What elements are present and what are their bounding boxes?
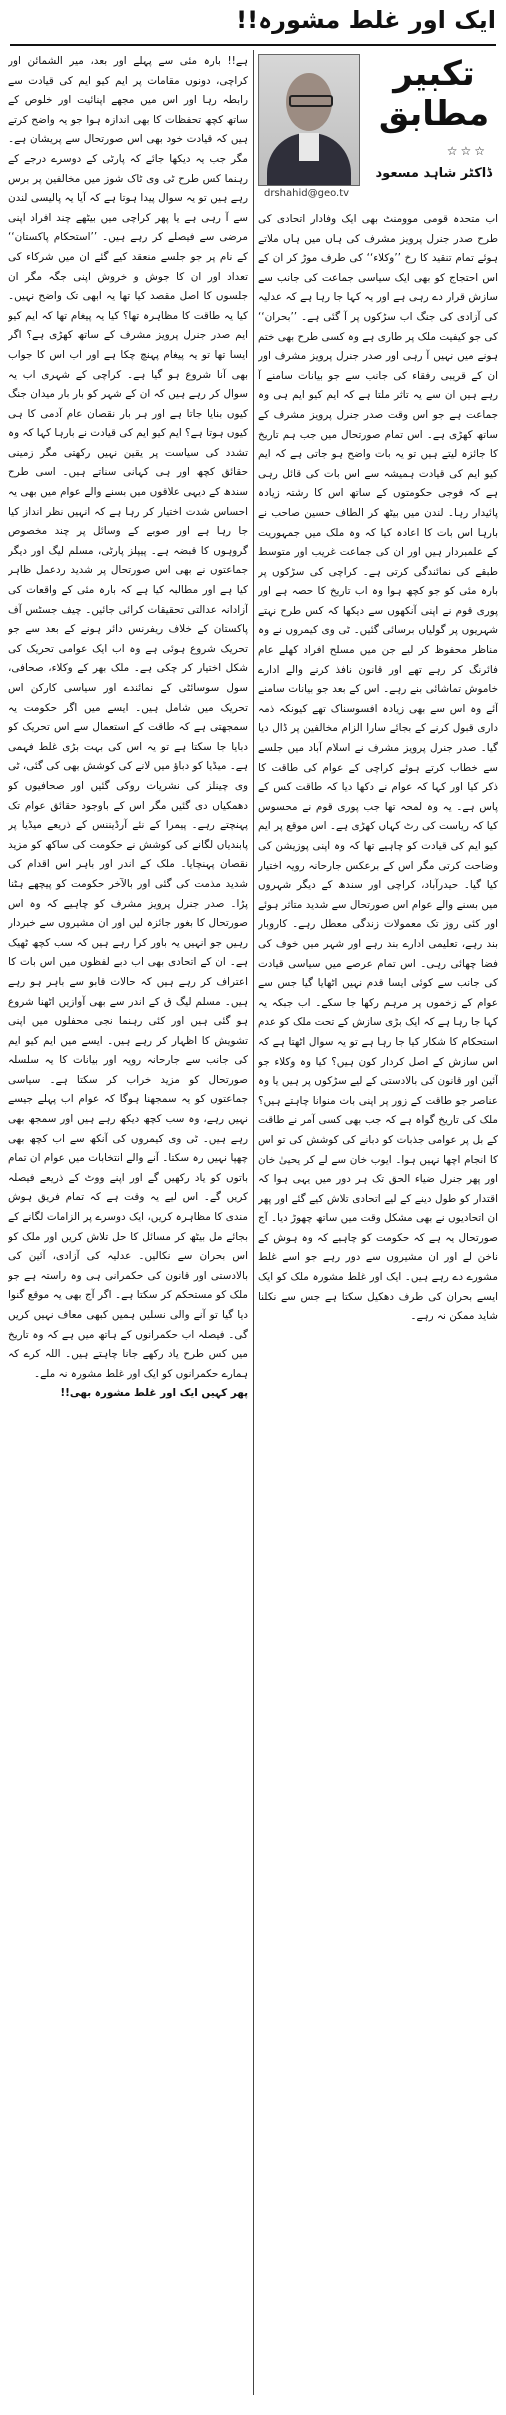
author-name: ڈاکٹر شاہد مسعود [375,166,492,181]
article-end-mark: پھر کہیں ایک اور غلط مشورہ بھی!! [60,1387,248,1400]
article-text-right: اب متحدہ قومی موومنٹ بھی ایک وفادار اتحادی کی طرح صدر جنرل پرویز مشرف کی ہاں میں ہاں ملاتے ہوئے تمام تنقید کا رخ ’’وکلاء‘‘ کی طرف موڑ کر ان کے اس احتجاج کو بھی ایک سیاسی جماعت کی جانب سے سازش قرار دے رہی ہے اور یہ کہا جا رہا ہے کہ عدلیہ کی آزادی کی جنگ اب سڑکوں پر آ گئی ہے۔ ’’بحران‘‘ کی جو کیفیت ملک پر طاری ہے وہ کسی طرح بھی ختم ہونے میں نہیں آ رہی اور صدر جنرل پرویز مشرف اور ان کے قریبی رفقاء کی جانب سے جو بیانات سامنے آ رہے ہیں ان سے یہ تاثر ملتا ہے کہ ایم کیو ایم ہی وہ جماعت ہے جو اس وقت صدر جنرل پرویز مشرف کے ساتھ کھڑی ہے۔ اس تمام صورتحال میں جب ہم تاریخ کا جائزہ لیتے ہیں تو یہ بات واضح ہو جاتی ہے کہ ایم کیو ایم کی قیادت ہمیشہ سے اس بات کی قائل رہی ہے کہ فوجی حکومتوں کے ساتھ اس کا رشتہ زیادہ پائیدار رہا۔ لندن میں بیٹھ کر الطاف حسین صاحب نے بارہا اس بات کا اعادہ کیا کہ وہ ملک میں جمہوریت کے علمبردار ہیں اور ان کی جماعت غریب اور متوسط طبقے کی نمائندگی کرتی ہے۔ کراچی کی سڑکوں پر بارہ مئی کو جو کچھ ہوا وہ اب تاریخ کا حصہ ہے اور پوری قوم نے اپنی آنکھوں سے دیکھا کہ کس طرح نہتے شہریوں پر گولیاں برسائی گئیں۔ ٹی وی کیمروں نے وہ مناظر محفوظ کر لیے جن میں مسلح افراد کھلے عام فائرنگ کر رہے تھے اور قانون نافذ کرنے والے ادارے خاموش تماشائی بنے رہے۔ اس کے بعد جو بیانات سامنے آئے وہ اس سے بھی زیادہ افسوسناک تھے کیونکہ ذمہ داری قبول کرنے کے بجائے سارا الزام مخالفین پر ڈال دیا گیا۔ صدر جنرل پرویز مشرف نے اسلام آباد میں جلسے سے خطاب کرتے ہوئے کراچی کے عوام کی طاقت کا ذکر کیا اور کہا کہ عوام نے دکھا دیا کہ طاقت کس کے پاس ہے۔ یہ وہ لمحہ تھا جب پوری قوم نے محسوس کیا کہ ریاست کی رٹ کہاں کھڑی ہے۔ اس موقع پر ایم کیو ایم کی قیادت کو چاہیے تھا کہ وہ اپنی پوزیشن کی وضاحت کرتی مگر اس کے برعکس جارحانہ رویہ اختیار کیا گیا۔ حیدرآباد، کراچی اور سندھ کے دیگر شہروں میں بسنے والے عوام اس صورتحال سے شدید متاثر ہوئے اور کئی روز تک معمولات زندگی معطل رہے۔ کاروبار بند رہے، تعلیمی ادارے بند رہے اور شہر میں خوف کی فضا چھائی رہی۔ اس تمام عرصے میں سیاسی قیادت کی جانب سے کوئی ایسا قدم نہیں اٹھایا گیا جس سے عوام کے زخموں پر مرہم رکھا جا سکے۔ اب جبکہ یہ کہا جا رہا ہے کہ ایک بڑی سازش کے تحت ملک کو عدم استحکام کا شکار کیا جا رہا ہے تو یہ سوال اٹھتا ہے کہ اس سازش کے اصل کردار کون ہیں؟ کیا وہ وکلاء جو آئین اور قانون کی بالادستی کے لیے سڑکوں پر ہیں یا وہ عناصر جو طاقت کے زور پر اپنی بات منوانا چاہتے ہیں؟ ملک کی تاریخ گواہ ہے کہ جب بھی کسی آمر نے طاقت کے بل پر عوامی جذبات کو دبانے کی کوشش کی تو اس کا انجام اچھا نہیں ہوا۔ ایوب خان سے لے کر یحییٰ خان اور پھر جنرل ضیاء الحق تک ہر دور میں یہی ہوا کہ اقتدار کو طول دینے کے لیے اتحادی تلاش کیے گئے اور پھر ان اتحادیوں نے بھی مشکل وقت میں ساتھ چھوڑ دیا۔ آج صورتحال یہ ہے کہ حکومت کو چاہیے کہ وہ ہوش کے ناخن لے اور ان مشیروں سے دور رہے جو اسے غلط مشورے دے رہے ہیں۔ ایک اور غلط مشورہ ملک کو ایک ایسے بحران کی طرف دھکیل سکتا ہے جس سے نکلنا شاید ممکن نہ رہے۔ [258,213,498,1323]
author-photo [258,54,360,186]
column-divider [253,50,254,2395]
column-name: تکبیر مطابق [378,54,490,134]
headline: ایک اور غلط مشورہ!! [236,6,496,34]
article-column-left [8,52,248,2394]
headline-rule [10,44,496,46]
byline-block [258,54,498,204]
article-column-right [258,210,498,2390]
article-text-left: ہے!! بارہ مئی سے پہلے اور بعد، میر الشمائن اور کراچی، دونوں مقامات پر ایم کیو ایم کی قیادت سے رابطہ رہا اور اس میں مجھے اپنائیت اور خلوص کے ساتھ کچھ تحفظات کا بھی اندازہ ہوا جو یہ واضح کرتے ہیں کہ قیادت خود بھی اس صورتحال سے پریشان ہے۔ مگر جب یہ دیکھا جائے کہ پارٹی کے دوسرے درجے کے رہنما کس طرح ٹی وی ٹاک شوز میں مخالفین پر برس رہے ہیں تو یہ سوال پیدا ہوتا ہے کہ آیا یہ پالیسی لندن سے آ رہی ہے یا پھر کراچی میں بیٹھے چند افراد اپنی مرضی سے فیصلے کر رہے ہیں۔ ’’استحکام پاکستان‘‘ کے نام پر جو جلسے منعقد کیے گئے ان میں شرکاء کی تعداد اور ان کا جوش و خروش اپنی جگہ مگر ان جلسوں کا اصل مقصد کیا تھا یہ ابھی تک واضح نہیں۔ کیا یہ طاقت کا مظاہرہ تھا؟ کیا یہ پیغام تھا کہ ایم کیو ایم صدر جنرل پرویز مشرف کے ساتھ کھڑی ہے؟ اگر ایسا تھا تو یہ پیغام پہنچ چکا ہے اور اب اس کا جواب بھی آنا شروع ہو گیا ہے۔ کراچی کے شہری اب یہ سوال کر رہے ہیں کہ ان کے شہر کو بار بار میدان جنگ کیوں بنایا جاتا ہے اور ہر بار نقصان عام آدمی کا ہی کیوں ہوتا ہے؟ ایم کیو ایم کی قیادت نے بارہا کہا کہ وہ تشدد کی سیاست پر یقین نہیں رکھتی مگر زمینی حقائق کچھ اور ہی کہانی سناتے ہیں۔ اسی طرح سندھ کے دیہی علاقوں میں بسنے والے عوام میں بھی یہ احساس شدت اختیار کر رہا ہے کہ انہیں نظر انداز کیا جا رہا ہے اور صوبے کے وسائل پر چند مخصوص گروہوں کا قبضہ ہے۔ پیپلز پارٹی، مسلم لیگ اور دیگر جماعتوں نے بھی اس صورتحال پر شدید ردعمل ظاہر کیا ہے اور مطالبہ کیا ہے کہ بارہ مئی کے واقعات کی آزادانہ عدالتی تحقیقات کرائی جائیں۔ چیف جسٹس آف پاکستان کے خلاف ریفرنس دائر ہونے کے بعد سے جو تحریک شروع ہوئی ہے وہ اب ایک عوامی تحریک کی شکل اختیار کر چکی ہے۔ ملک بھر کے وکلاء، صحافی، سول سوسائٹی کے نمائندے اور سیاسی کارکن اس تحریک میں شامل ہیں۔ ایسے میں اگر حکومت یہ سمجھتی ہے کہ طاقت کے استعمال سے اس تحریک کو دبایا جا سکتا ہے تو یہ اس کی بہت بڑی غلط فہمی ہے۔ میڈیا کو دباؤ میں لانے کی کوشش بھی کی گئی، ٹی وی چینلز کی نشریات روکی گئیں اور صحافیوں کو دھمکیاں دی گئیں مگر اس کے باوجود حقائق عوام تک پہنچتے رہے۔ پیمرا کے نئے آرڈیننس کے ذریعے میڈیا پر پابندیاں لگانے کی کوشش نے حکومت کی ساکھ کو مزید نقصان پہنچایا۔ ملک کے اندر اور باہر اس اقدام کی شدید مذمت کی گئی اور بالآخر حکومت کو پیچھے ہٹنا پڑا۔ صدر جنرل پرویز مشرف کو چاہیے کہ وہ اس صورتحال کا بغور جائزہ لیں اور ان مشیروں سے خبردار رہیں جو انہیں یہ باور کرا رہے ہیں کہ سب کچھ ٹھیک ہے۔ ان کے اتحادی بھی اب دبے لفظوں میں اس بات کا اعتراف کر رہے ہیں کہ حالات قابو سے باہر ہو رہے ہیں۔ مسلم لیگ ق کے اندر سے بھی آوازیں اٹھنا شروع ہو گئی ہیں اور کئی رہنما نجی محفلوں میں اپنی تشویش کا اظہار کر رہے ہیں۔ ایسے میں ایم کیو ایم کی جانب سے جارحانہ رویہ اور بیانات کا یہ سلسلہ صورتحال کو مزید خراب کر سکتا ہے۔ سیاسی جماعتوں کو یہ سمجھنا ہوگا کہ عوام اب پہلے جیسے نہیں رہے، وہ سب کچھ دیکھ رہے ہیں اور سمجھ بھی رہے ہیں۔ ٹی وی کیمروں کی آنکھ سے اب کچھ بھی چھپا نہیں رہ سکتا۔ آنے والے انتخابات میں عوام ان تمام باتوں کو یاد رکھیں گے اور اپنے ووٹ کے ذریعے فیصلہ کریں گے۔ اس لیے یہ وقت ہے کہ تمام فریق ہوش مندی کا مظاہرہ کریں، ایک دوسرے پر الزامات لگانے کے بجائے مل بیٹھ کر مسائل کا حل تلاش کریں اور ملک کو اس بحران سے نکالیں۔ عدلیہ کی آزادی، آئین کی بالادستی اور قانون کی حکمرانی ہی وہ راستہ ہے جو ملک کو مستحکم کر سکتا ہے۔ اگر آج بھی یہ موقع گنوا دیا گیا تو آنے والی نسلیں ہمیں کبھی معاف نہیں کریں گی۔ فیصلہ اب حکمرانوں کے ہاتھ میں ہے کہ وہ تاریخ میں کس طرح یاد رکھے جانا چاہتے ہیں۔ اللہ کرے کہ ہمارے حکمرانوں کو ایک اور غلط مشورہ نہ ملے۔ [8,55,248,1380]
star-icons: ☆☆☆ [446,144,488,158]
author-email: drshahid@geo.tv [264,188,350,199]
